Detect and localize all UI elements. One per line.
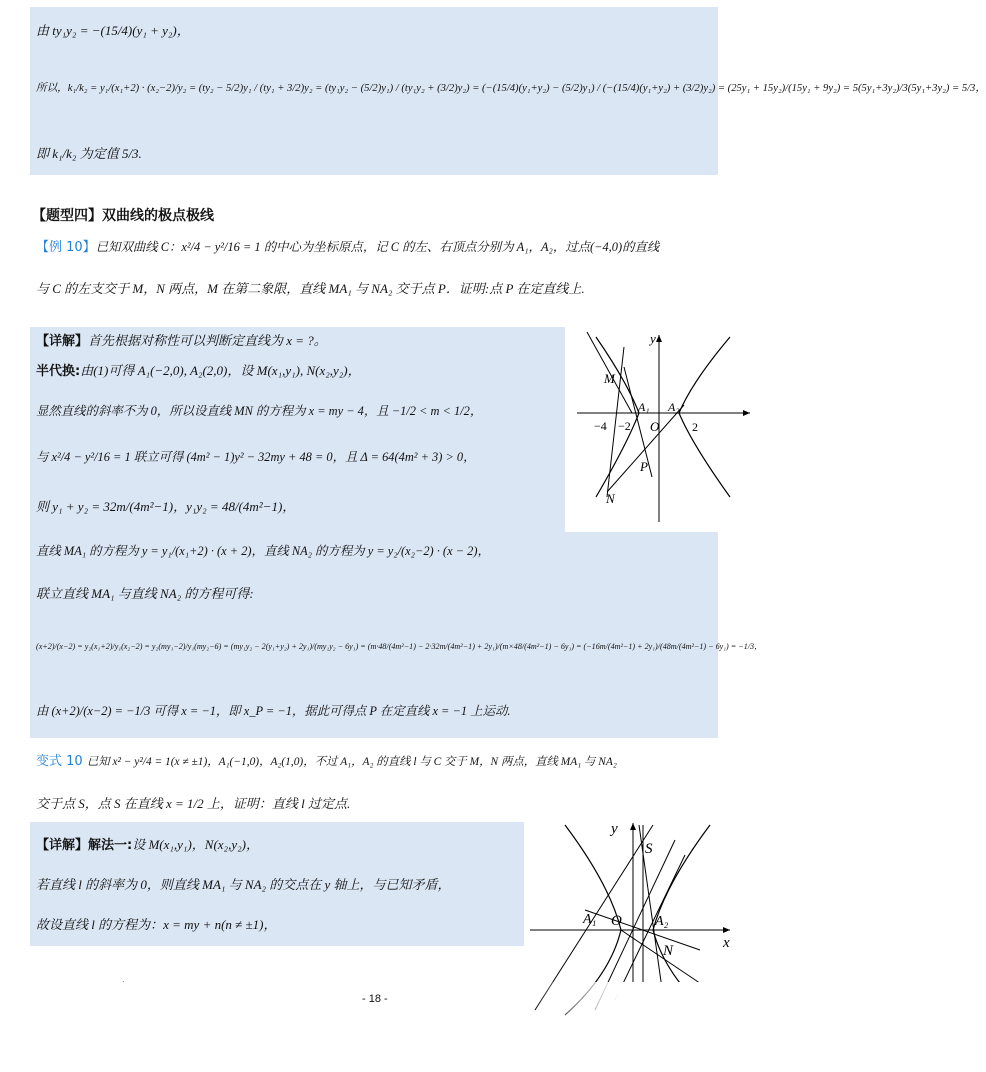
solution-10-line2 <box>36 362 361 381</box>
fig2-label-A1: A₁ <box>583 912 597 927</box>
variant-10-label: 变式 10 <box>36 754 83 769</box>
solution-10-line6: 直线 MA₁ 的方程为 y = y₁/(x₁+2) · (x + 2)，直线 NA₂ 的方程为 y = y₂/(x₂−2) · (x − 2)， <box>36 544 490 558</box>
solution-10-line7: 联立直线 MA₁ 与直线 NA₂ 的方程可得: <box>36 586 254 601</box>
example-10-line2: 与 C 的左支交于 M，N 两点，M 在第二象限，直线 MA₁ 与 NA₂ 交于点 P．证明:点 P 在定直线上. <box>36 281 585 296</box>
example-10-line1 <box>36 238 659 257</box>
fig1-label-A2: A₂ <box>668 400 680 414</box>
fig1-label-m2: −2 <box>618 419 631 433</box>
block1-line3: 即 k₁/k₂ 为定值 5/3. <box>36 146 142 161</box>
line-aux-4 <box>615 855 685 1000</box>
example-10-label: 【例 10】 <box>36 240 96 255</box>
stray-dot: . <box>122 975 125 984</box>
solution-v10-line1 <box>36 836 259 855</box>
x-axis-arrow-2 <box>723 927 730 933</box>
y-axis-arrow-2 <box>630 823 636 830</box>
solution-10-line3: 显然直线的斜率不为 0，所以设直线 MN 的方程为 x = my − 4，且 −1/2 < m < 1/2， <box>36 404 483 418</box>
hyperbola-figure-1 <box>572 327 752 527</box>
solution-v10-line3: 故设直线 l 的方程为：x = my + n(n ≠ ±1)， <box>36 917 277 932</box>
half-sub-label: 半代换: <box>36 364 81 379</box>
y-axis-arrow <box>656 335 662 342</box>
fig1-label-2: 2 <box>692 420 698 434</box>
solution-10-text2: 由(1)可得 A₁(−2,0), A₂(2,0)，设 M(x₁,y₁), N(x₂,y₂)， <box>80 363 361 378</box>
fig2-label-x: x <box>723 935 730 951</box>
variant-10-line2: 交于点 S，点 S 在直线 x = 1/2 上，证明：直线 l 过定点. <box>36 796 351 811</box>
x-axis-arrow <box>743 410 750 416</box>
variant-10-line1 <box>36 753 617 771</box>
fig2-label-y: y <box>611 821 618 837</box>
fig1-label-M: M <box>604 371 615 386</box>
fig2-label-A2: A₂ <box>655 914 669 929</box>
fig2-label-S: S <box>645 841 653 857</box>
hyperbola-right-branch <box>679 337 730 497</box>
solution-10-line5: 则 y₁ + y₂ = 32m/(4m²−1)，y₁y₂ = 48/(4m²−1)， <box>36 499 296 514</box>
method-label: 解法一: <box>88 838 133 853</box>
variant-10-text1: 已知 x² − y²/4 = 1(x ≠ ±1)，A₁(−1,0)，A₂(1,0)，不过 A₁，A₂ 的直线 l 与 C 交于 M，N 两点，直线 MA₁ 与 NA₂ <box>86 756 617 768</box>
section-heading: 【题型四】双曲线的极点极线 <box>32 208 214 224</box>
detail-label: 【详解】 <box>36 334 89 349</box>
fig1-label-O: O <box>650 419 660 434</box>
fig1-label-m4: −4 <box>594 419 607 433</box>
fig1-label-P: P <box>640 459 648 474</box>
bottom-right-fade <box>532 982 752 1072</box>
fig2-label-N: N <box>663 943 674 959</box>
page-number: - 18 - <box>362 993 388 1005</box>
fig1-label-A1: A₁ <box>638 400 650 414</box>
fig1-label-y: y <box>650 331 656 346</box>
block1-line1: 由 ty₁y₂ = −(15/4)(y₁ + y₂)， <box>36 23 190 38</box>
solution-10-text1: 首先根据对称性可以判断定直线为 x = ?。 <box>88 333 327 348</box>
detail-label-v10: 【详解】 <box>36 838 89 853</box>
solution-v10-line2: 若直线 l 的斜率为 0，则直线 MA₁ 与 NA₂ 的交点在 y 轴上，与已知矛盾， <box>36 877 451 892</box>
fig1-label-N: N <box>606 491 615 506</box>
hyperbola-left-branch <box>596 337 639 497</box>
fig2-label-O: O <box>611 913 622 929</box>
solution-10-line1 <box>36 332 327 351</box>
solution-10-line8: (x+2)/(x−2) = y₂(x₁+2)/y₁(x₂−2) = y₂(my₁−2)/y₁(my₂−6) = (my₁y₂ − 2(y₁+y₂) + 2y₁)/(my₁y₂ − 6y₁) = (m·48/(4m²−1) − 2·32m/(4m²−1) + 2y₁)/(m×48/(4m²−1) − 6y₁) = (−16m/(4m²−1) + 2y₁)/(48m/(4m²−1) − 6y₁) = −1/3， <box>36 642 763 651</box>
example-10-text1: 已知双曲线 C：x²/4 − y²/16 = 1 的中心为坐标原点，记 C 的左、右顶点分别为 A₁，A₂，过点(−4,0)的直线 <box>95 240 660 254</box>
solution-10-line9: 由 (x+2)/(x−2) = −1/3 可得 x = −1，即 x_P = −1，据此可得点 P 在定直线 x = −1 上运动. <box>36 704 511 718</box>
solution-v10-text1: 设 M(x₁,y₁)，N(x₂,y₂)， <box>132 837 259 852</box>
solution-10-line4: 与 x²/4 − y²/16 = 1 联立可得 (4m² − 1)y² − 32my + 48 = 0，且 Δ = 64(4m² + 3) > 0， <box>36 450 476 464</box>
block1-line2: 所以，k₁/k₂ = y₁/(x₁+2) · (x₂−2)/y₂ = (ty₂ − 5/2)y₁ / (ty₁ + 3/2)y₂ = (ty₁y₂ − (5/2)y₁) / (ty₁y₂ + (3/2)y₂) = (−(15/4)(y₁+y₂) − (5/2)y₁) / (−(15/4)(y₁+y₂) + (3/2)y₂) = (25y₁ + 15y₂)/(15y₁ + 9y₂) = 5(5y₁+3y₂)/3(5y₁+3y₂) = 5/3， <box>36 83 986 94</box>
